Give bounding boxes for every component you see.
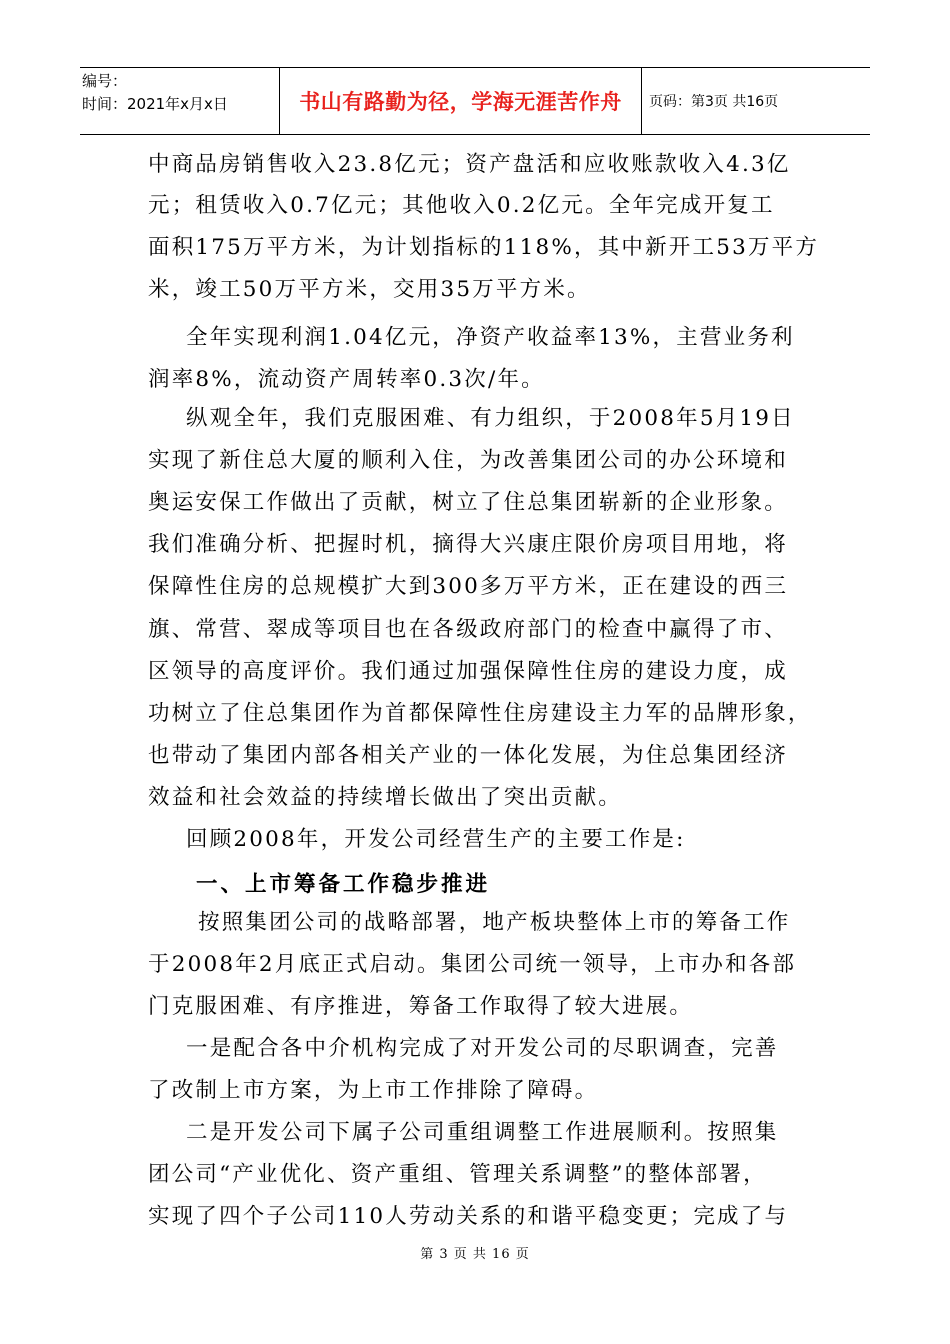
- header-meta: [80, 68, 280, 134]
- text-line: 实现了四个子公司110人劳动关系的和谐平稳变更；完成了与: [148, 1204, 789, 1229]
- text-line: 奥运安保工作做出了贡献，树立了住总集团崭新的企业形象。: [148, 490, 788, 515]
- page-header: [80, 67, 870, 135]
- text-line: 米，竣工50万平方米，交用35万平方米。: [148, 277, 591, 302]
- text-line: 了改制上市方案，为上市工作排除了障碍。: [148, 1078, 599, 1103]
- text-line: 我们准确分析、把握时机，摘得大兴康庄限价房项目用地，将: [148, 532, 788, 557]
- text-line: 保障性住房的总规模扩大到300多万平方米，正在建设的西三: [148, 574, 789, 599]
- time-label: 时间：2021年x月x日: [82, 95, 228, 113]
- text-line: 旗、常营、翠成等项目也在各级政府部门的检查中赢得了市、: [148, 617, 788, 642]
- text-line: 区领导的高度评价。我们通过加强保障性住房的建设力度，成: [148, 659, 788, 684]
- number-label: 编号：: [82, 72, 128, 90]
- text-line: 门克服困难、有序推进，筹备工作取得了较大进展。: [148, 994, 694, 1019]
- text-line: 一是配合各中介机构完成了对开发公司的尽职调查，完善: [186, 1036, 779, 1061]
- section-heading: 一、上市筹备工作稳步推进: [196, 872, 491, 897]
- text-line: 于2008年2月底正式启动。集团公司统一领导，上市办和各部: [148, 952, 797, 977]
- text-line: 全年实现利润1.04亿元，净资产收益率13%，主营业务利: [186, 325, 795, 350]
- text-line: 也带动了集团内部各相关产业的一体化发展，为住总集团经济: [148, 743, 788, 768]
- text-line: 面积175万平方米，为计划指标的118%，其中新开工53万平方: [148, 235, 820, 260]
- text-line: 功树立了住总集团作为首都保障性住房建设主力军的品牌形象，: [148, 701, 812, 726]
- text-line: 润率8%，流动资产周转率0.3次/年。: [148, 367, 545, 392]
- text-line: 实现了新住总大厦的顺利入住，为改善集团公司的办公环境和: [148, 448, 788, 473]
- text-line: 纵观全年，我们克服困难、有力组织，于2008年5月19日: [186, 406, 795, 431]
- text-line: 团公司“产业优化、资产重组、管理关系调整”的整体部署，: [148, 1162, 767, 1187]
- text-line: 中商品房销售收入23.8亿元；资产盘活和应收账款收入4.3亿: [148, 152, 791, 177]
- text-line: 回顾2008年，开发公司经营生产的主要工作是:: [186, 827, 686, 852]
- text-line: 元；租赁收入0.7亿元；其他收入0.2亿元。全年完成开复工: [148, 193, 775, 218]
- page-footer: 第 3 页 共 16 页: [420, 1247, 530, 1262]
- text-line: 效益和社会效益的持续增长做出了突出贡献。: [148, 785, 623, 810]
- header-motto: 书山有路勤为径，学海无涯苦作舟: [280, 68, 642, 134]
- text-line: 二是开发公司下属子公司重组调整工作进展顺利。按照集: [186, 1120, 779, 1145]
- header-page-info: 页码：第3页 共16页: [649, 94, 779, 110]
- text-line: 按照集团公司的战略部署，地产板块整体上市的筹备工作: [198, 910, 791, 935]
